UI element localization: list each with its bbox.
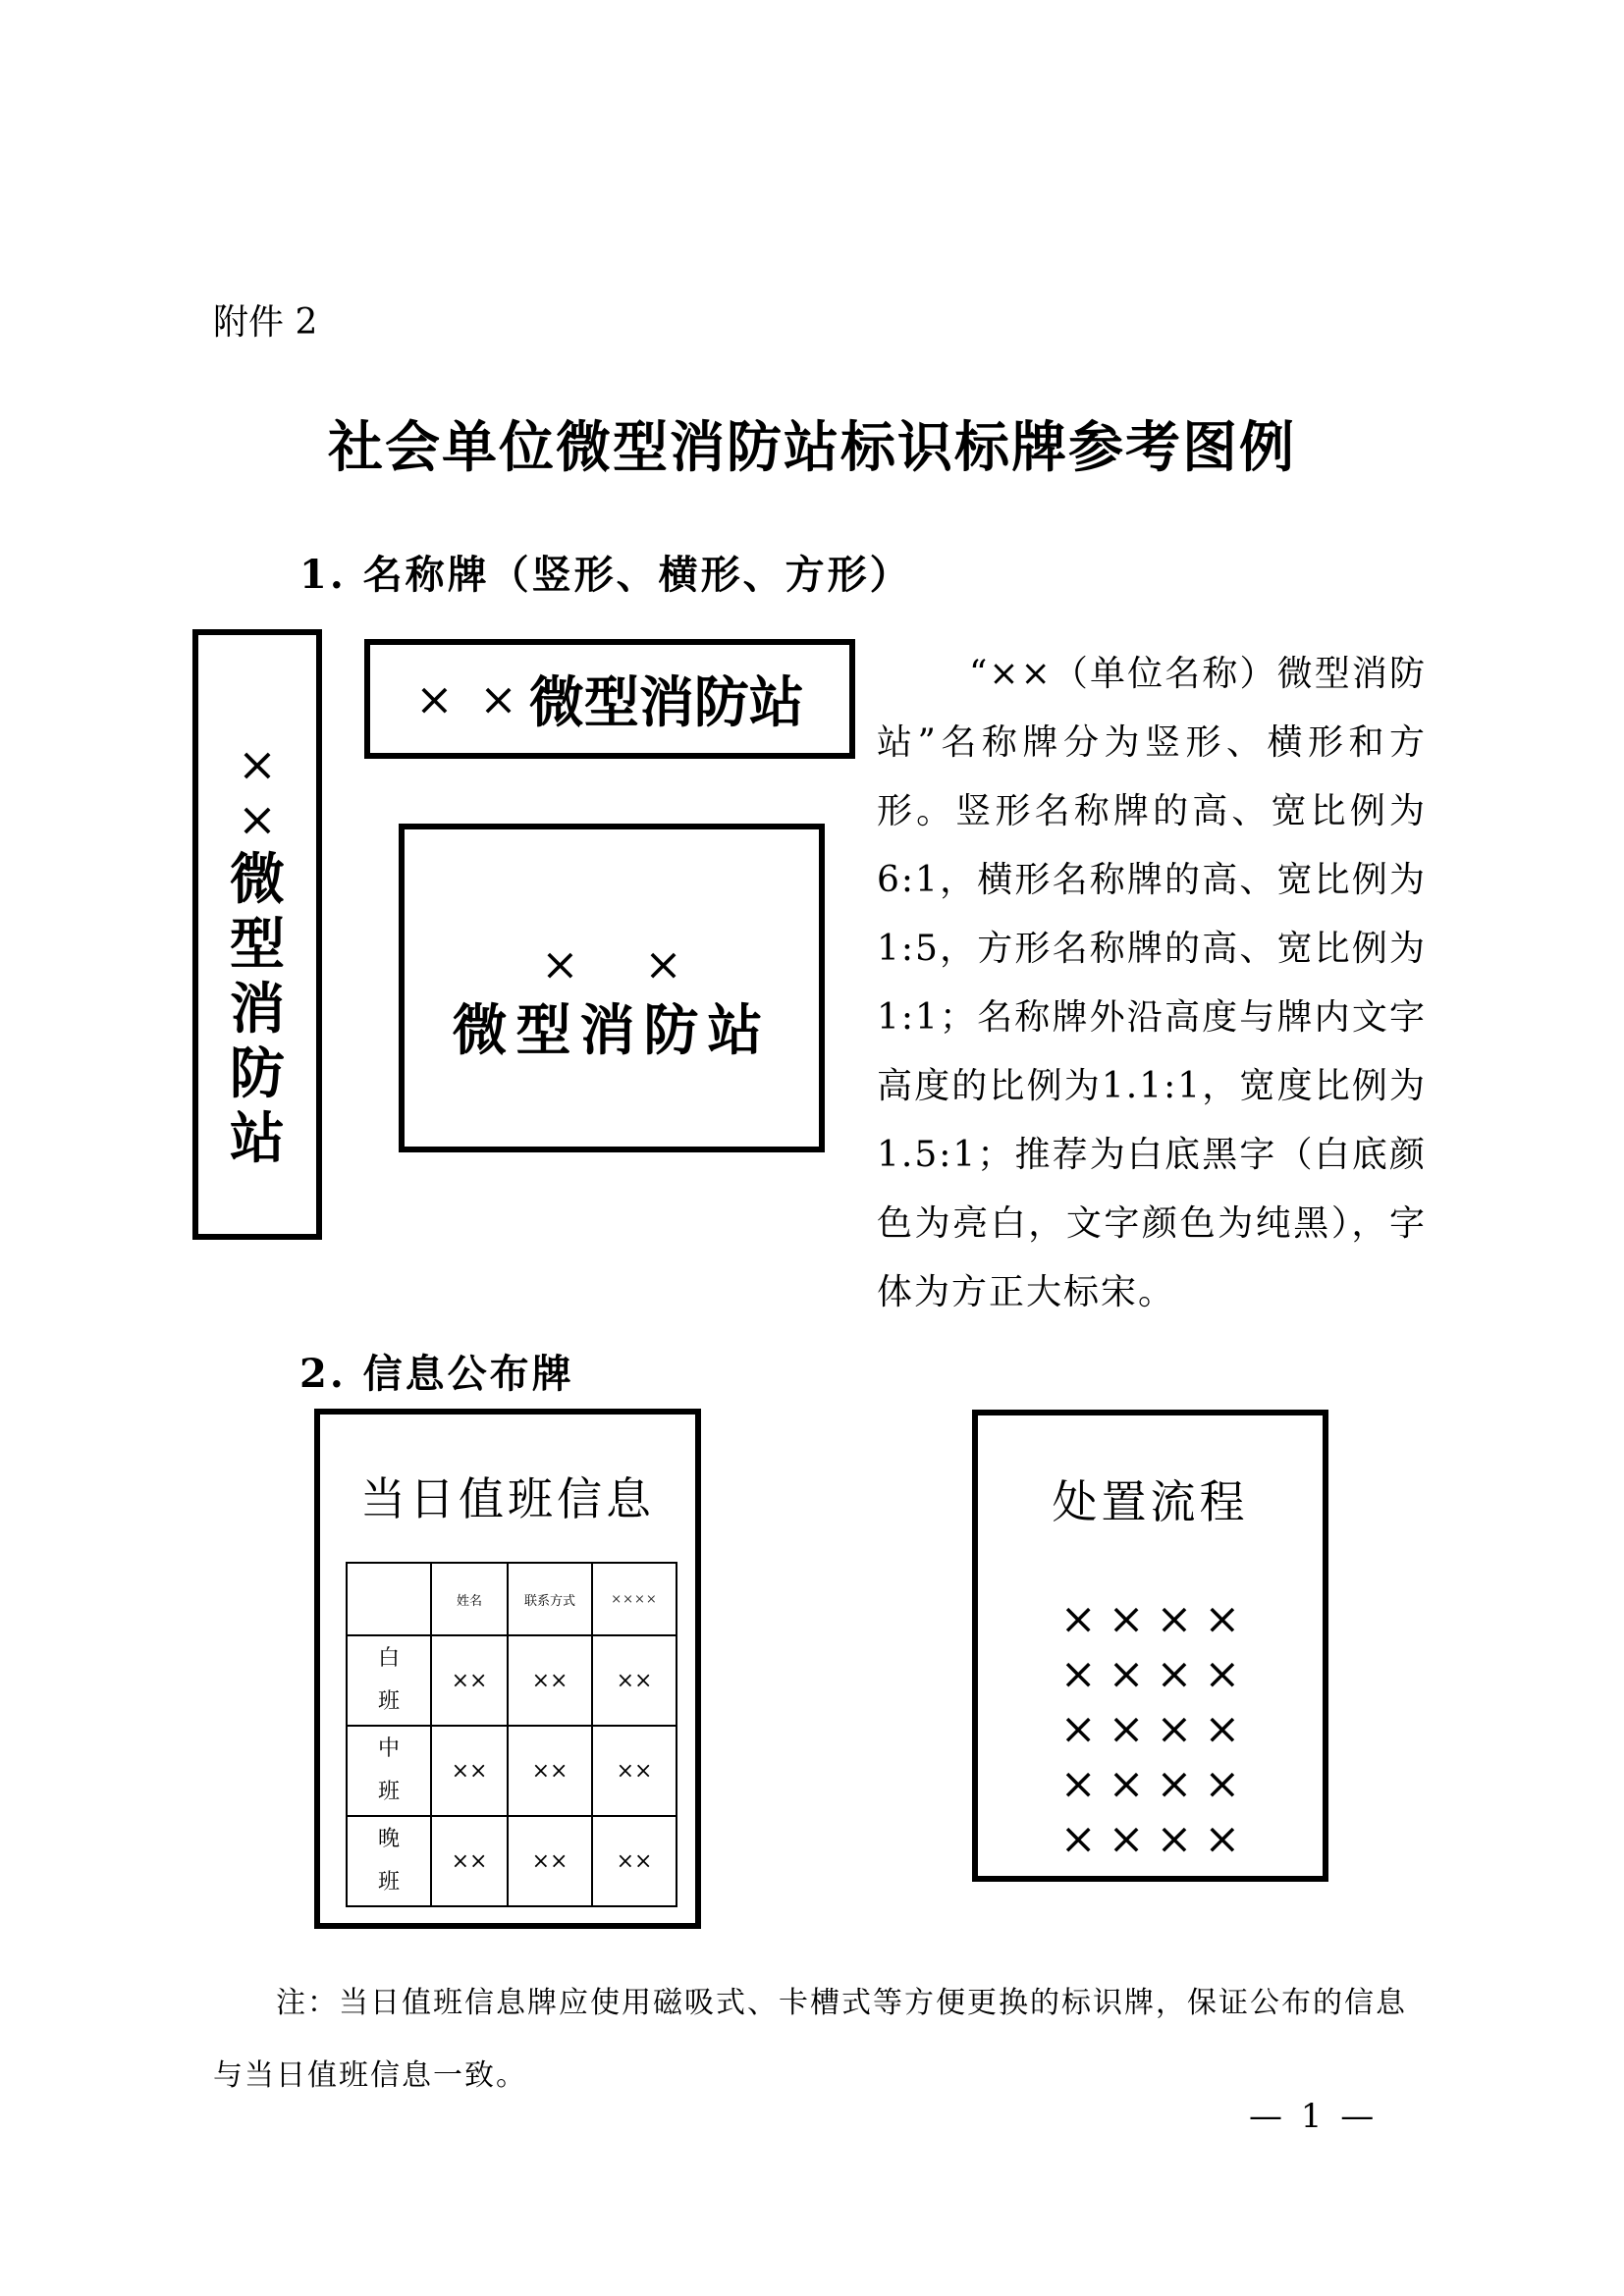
name-plate-description: “××（单位名称）微型消防站”名称牌分为竖形、横形和方形。竖形名称牌的高、宽比例为6:1，横形名称牌的高、宽比例为1:5，方形名称牌的高、宽比例为1:1；名称牌外沿高度与牌内文字高度的比例为1.1:1，宽度比例为1.5:1；推荐为白底黑字（白底颜色为亮白，文字颜色为纯黑），字体为方正大标宋。 (877, 654, 1427, 1312)
process-board-title: 处置流程 (1052, 1475, 1249, 1528)
process-step-line: ×××× (1059, 1814, 1253, 1864)
duty-table-header-cell: 姓名 (431, 1563, 508, 1635)
process-step-line: ×××× (1059, 1704, 1253, 1754)
shift-label-char: 班 (377, 1870, 400, 1895)
vertical-plate-char: 消 (230, 977, 285, 1041)
duty-table-header-cell: ×××× (592, 1563, 677, 1635)
process-step-line: ×××× (1059, 1649, 1253, 1699)
plate-placeholder-marks: × × (541, 936, 708, 990)
duty-cell: ×× (431, 1816, 508, 1906)
duty-table-header-row (347, 1563, 677, 1635)
square-name-plate (399, 824, 825, 1152)
shift-label-char: 班 (377, 1780, 400, 1804)
duty-table-header-cell (347, 1563, 431, 1635)
process-step-line: ×××× (1059, 1594, 1253, 1644)
section-heading-name-plates: 1. 名称牌（竖形、横形、方形） (299, 552, 912, 598)
plate-station-name: 微型消防站 (528, 670, 804, 735)
shift-label-char: 白 (377, 1646, 400, 1671)
duty-info-board (314, 1409, 701, 1929)
page-number: — 1 — (1249, 2097, 1379, 2136)
table-row (347, 1816, 677, 1906)
vertical-plate-char: 微 (230, 847, 285, 912)
duty-cell: ×× (508, 1726, 592, 1816)
duty-cell: ×× (592, 1816, 677, 1906)
shift-label-char: 班 (377, 1689, 400, 1714)
vertical-name-plate (192, 629, 322, 1240)
plate-placeholder-marks: × × (415, 672, 523, 725)
vertical-plate-char: × (237, 737, 278, 792)
process-board (972, 1410, 1328, 1882)
process-step-line: ×××× (1059, 1759, 1253, 1809)
duty-table-header-cell: 联系方式 (508, 1563, 592, 1635)
duty-cell: ×× (508, 1635, 592, 1726)
page-title: 社会单位微型消防站标识标牌参考图例 (328, 415, 1296, 480)
duty-cell: ×× (592, 1726, 677, 1816)
plate-station-name: 微型消防站 (452, 997, 772, 1063)
process-steps (978, 1592, 1323, 1867)
footnote: 注：当日值班信息牌应使用磁吸式、卡槽式等方便更换的标识牌，保证公布的信息与当日值班信息一致。 (213, 1986, 1407, 2093)
duty-board-title: 当日值班信息 (360, 1472, 655, 1525)
duty-cell: ×× (431, 1635, 508, 1726)
shift-label (347, 1635, 431, 1726)
duty-cell: ×× (508, 1816, 592, 1906)
vertical-plate-char: 防 (230, 1041, 285, 1106)
duty-cell: ×× (431, 1726, 508, 1816)
vertical-plate-char: × (237, 792, 278, 847)
table-row (347, 1726, 677, 1816)
duty-table (346, 1562, 677, 1907)
vertical-plate-char: 型 (230, 912, 285, 977)
shift-label-char: 中 (377, 1736, 400, 1761)
attachment-label: 附件 2 (213, 302, 318, 343)
shift-label (347, 1816, 431, 1906)
shift-label (347, 1726, 431, 1816)
horizontal-name-plate (364, 639, 855, 759)
section-heading-info-boards: 2. 信息公布牌 (299, 1351, 574, 1397)
shift-label-char: 晚 (377, 1827, 400, 1851)
vertical-plate-char: 站 (230, 1106, 285, 1171)
table-row (347, 1635, 677, 1726)
duty-cell: ×× (592, 1635, 677, 1726)
